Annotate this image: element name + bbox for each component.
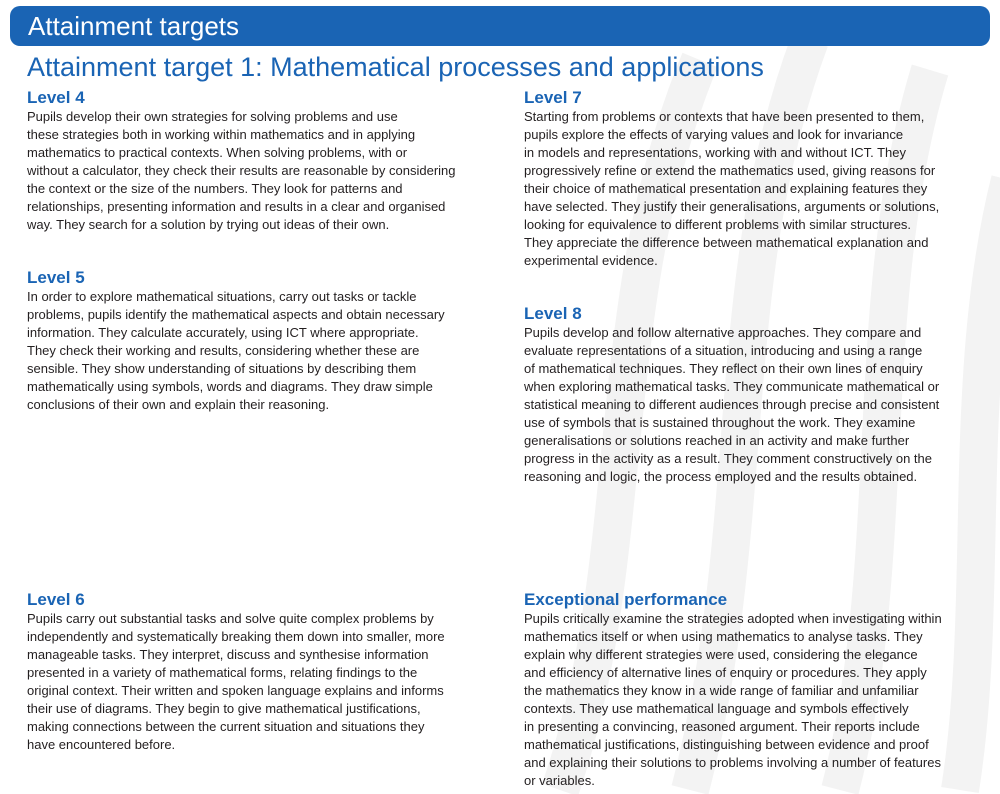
header-banner (10, 6, 990, 46)
section-heading: Level 7 (524, 88, 582, 107)
banner-title: Attainment targets (28, 11, 239, 41)
section-level-4 (27, 88, 487, 234)
section-body: Starting from problems or contexts that have been presented to them, pupils explore the effects of varying values and look for invariance in models and representations, working with and without ICT. They progressively refine or extend the mathematics used, giving reasons for their choice of mathematical presentation and explaining features they have selected. They justify their generalisations, arguments or solutions, looking for equivalence to different problems with similar structures. They appreciate the difference between mathematical explanation and experimental evidence. (524, 109, 940, 268)
section-heading: Level 5 (27, 268, 85, 287)
section-level-8 (524, 304, 984, 486)
section-heading: Level 8 (524, 304, 582, 323)
section-exceptional-performance (524, 590, 984, 790)
section-level-7 (524, 88, 984, 270)
section-heading: Level 6 (27, 590, 85, 609)
section-body: In order to explore mathematical situations, carry out tasks or tackle problems, pupils identify the mathematical aspects and obtain necessary information. They calculate accurately, using ICT where appropriate. They check their working and results, considering whether these are sensible. They show understanding of situations by describing them mathematically using symbols, words and diagrams. They draw simple conclusions of their own and explain their reasoning. (27, 289, 445, 412)
section-level-5 (27, 268, 487, 414)
section-level-6 (27, 590, 487, 754)
section-body: Pupils critically examine the strategies adopted when investigating within mathematics itself or when using mathematics to analyse tasks. They explain why different strategies were used, considering the elegance and efficiency of alternative lines of enquiry or procedures. They apply the mathematics they know in a wide range of familiar and unfamiliar contexts. They use mathematical language and symbols effectively in presenting a convincing, reasoned argument. Their reports include mathematical justifications, distinguishing between evidence and proof and explaining their solutions to problems involving a number of features or variables. (524, 611, 942, 788)
section-heading: Exceptional performance (524, 590, 728, 609)
section-body: Pupils develop and follow alternative approaches. They compare and evaluate representations of a situation, introducing and using a range of mathematical techniques. They reflect on their own lines of enquiry when exploring mathematical tasks. They communicate mathematical or statistical meaning to different audiences through precise and consistent use of symbols that is sustained throughout the work. They examine generalisations or solutions reached in an activity and make further progress in the activity as a result. They comment constructively on the reasoning and logic, the process employed and the results obtained. (524, 325, 940, 484)
section-body: Pupils carry out substantial tasks and solve quite complex problems by independently and systematically breaking them down into smaller, more manageable tasks. They interpret, discuss and synthesise information presented in a variety of mathematical forms, relating findings to the original context. Their written and spoken language explains and informs their use of diagrams. They begin to give mathematical justifications, making connections between the current situation and situations they have encountered before. (27, 611, 445, 752)
section-heading: Level 4 (27, 88, 85, 107)
page-subtitle: Attainment target 1: Mathematical processes and applications (27, 52, 764, 82)
section-body: Pupils develop their own strategies for solving problems and use these strategies both in working within mathematics and in applying mathematics to practical contexts. When solving problems, with or without a calculator, they check their results are reasonable by considering the context or the size of the numbers. They look for patterns and relationships, presenting information and results in a clear and organised way. They search for a solution by trying out ideas of their own. (27, 109, 456, 232)
